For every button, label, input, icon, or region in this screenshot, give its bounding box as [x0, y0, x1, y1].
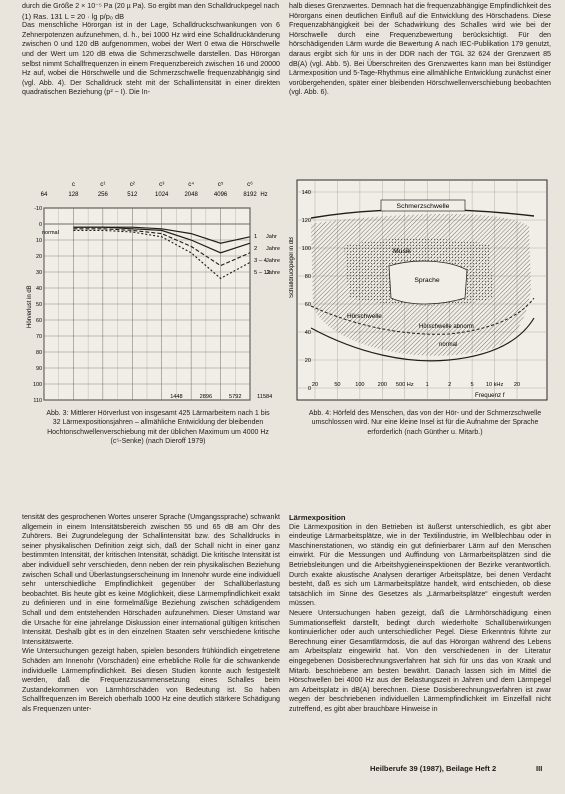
body-column-left: [22, 513, 280, 714]
frequency-label: 5792: [229, 394, 242, 400]
frequency-label: 1024: [155, 192, 169, 198]
abnormal-label: Hörschwelle abnorm: [419, 324, 474, 330]
legend-years: 1: [254, 234, 258, 240]
y-tick-label: -10: [34, 206, 42, 212]
note-label: c: [71, 181, 75, 188]
legend-years: 2: [254, 246, 258, 252]
note-label: c¹: [100, 181, 106, 188]
legend-unit: Jahre: [266, 246, 280, 252]
frequency-label: 1448: [170, 394, 183, 400]
frequency-label: Hz: [260, 192, 268, 198]
body-column-right: [289, 513, 551, 714]
y-tick-label: 80: [304, 274, 311, 280]
y-tick-label: 140: [301, 190, 311, 196]
figure-3-audiogram: [22, 178, 280, 404]
note-label: c⁵: [217, 181, 224, 188]
intro-column-left: [22, 2, 280, 98]
y-tick-label: 20: [304, 358, 311, 364]
hearing-label: Hörschwelle: [347, 313, 382, 320]
paragraph: durch die Größe 2 × 10⁻⁵ Pa (20 µ Pa). So ergibt man den Schalldruckpegel nach: [22, 2, 280, 10]
x-tick-label: 100: [355, 382, 365, 388]
note-label: c⁴: [188, 181, 195, 188]
pain-threshold-label: Schmerzschwelle: [396, 203, 450, 210]
x-tick-label: 200: [377, 382, 388, 388]
legend-unit: Jahre: [266, 270, 280, 276]
y-tick-label: 40: [304, 330, 311, 336]
y-tick-label: 50: [36, 302, 42, 308]
frequency-label: 64: [40, 192, 48, 198]
y-tick-label: 30: [36, 270, 42, 276]
y-tick-label: 40: [36, 286, 42, 292]
y-tick-label: 10: [36, 238, 42, 244]
y-tick-label: 90: [36, 366, 42, 372]
y-tick-label: 100: [33, 382, 42, 388]
y-axis-label: Schalldruckpegel in dB: [289, 236, 295, 298]
x-tick-label: 20: [311, 382, 319, 388]
paragraph: Wie Untersuchungen gezeigt haben, spielen besonders frühkindlich eingetretene Schäden am Innenohr (Vorschäden) eine erhebliche Rolle für die schwankende individuelle Lärmempfindlichkeit. Bei diesen Studien konnte auch festgestellt werden, daß die Frequenzzusammensetzung eines Schalles beim Zustandekommen von Lärmhörschäden von Bedeutung ist. So haben Schallfrequenzen im Bereich oberhalb 1000 Hz eine deutlich stärkere Schädigung als Frequenzen unter-: [22, 647, 280, 713]
legend-unit: Jahre: [266, 258, 280, 264]
y-tick-label: 60: [304, 302, 311, 308]
frequency-label: 256: [97, 192, 108, 198]
y-tick-label: 110: [33, 398, 42, 404]
hearing-field-chart: [289, 178, 551, 404]
journal-footer: Heilberufe 39 (1987), Beilage Heft 2: [370, 764, 497, 773]
y-tick-label: 20: [36, 254, 42, 260]
x-tick-label: 5: [470, 382, 474, 388]
figure-4-hearing-field: [289, 178, 551, 404]
y-tick-label: 80: [36, 350, 42, 356]
audiogram-chart: [22, 178, 280, 404]
y-axis-label: Hörverlust in dB: [27, 285, 33, 328]
y-tick-label: 70: [36, 334, 42, 340]
note-label: c²: [129, 181, 135, 188]
frequency-label: 4096: [213, 192, 228, 198]
legend-years: 3 – 4: [254, 258, 267, 264]
speech-label: Sprache: [414, 277, 440, 284]
y-tick-label: 0: [307, 386, 311, 392]
note-label: c³: [159, 181, 165, 188]
paragraph: Neuere Untersuchungen haben gezeigt, daß die Lärmhörschädigung einen Summationseffekt darstellt, bedingt durch wiederholte Schallüberwirkungen kontinuierlicher oder auch unterschiedlicher Pegel. Diese Erkenntnis führte zur Berechnung einer Gesamtlärmdosis, die auf das Hörorgan während des Lebens am Arbeitsplatz eingewirkt hat. Von den verschiedenen in der Literatur eingegebenen Dosisberechnungsverfahren hat sich für uns das von Kraak und Mitarb. beschriebene am besten bewährt. Danach lassen sich im Mittel die Hörschwellen bei 4000 Hz aus der Belastungszeit in Jahren und dem Lärmpegel am Arbeitsplatz in dB(A) berechnen. Diese Dosisberechnungsverfahren ist zwar wegen der beschriebenen individuellen Lärmempfindlichkeit im Einzelfall nicht zutreffend, es gibt aber brauchbare Hinweise in: [289, 608, 551, 713]
paragraph: halb dieses Grenzwertes. Demnach hat die frequenzabhängige Empfindlichkeit des Hörorgans einen deutlichen Einfluß auf die Entwicklung des Hörschadens. Diese Frequenzabhängigkeit bei der Schadwirkung des Schalles wird wie bei der Hörschwelle durch eine Frequenzbewertung berücksichtigt. Für den hörschädigenden Lärm wurde die Bewertung A nach IEC-Publikation 179 genutzt, daraus ergibt sich für uns in der DDR nach der TGL 32 624 der Grenzwert 85 dB(A) (vgl. Abb. 5). Bei Überschreiten des Grenzwertes kann man bei 8stündiger Lärmexposition und 5-Tage-Rhythmus eine allmähliche Entwicklung zunächst einer vorübergehenden, später einer bleibenden Hörschwellenverschiebung beobachten (vgl. Abb. 6).: [289, 2, 551, 97]
zero-line-label: normal: [42, 230, 59, 236]
frequency-label: 2896: [199, 394, 213, 400]
page-number: III: [536, 764, 543, 773]
x-tick-label: 1: [425, 382, 429, 388]
figure-4-caption: Abb. 4: Hörfeld des Menschen, das von der Hör- und der Schmerzschwelle umschlossen wird. Nur eine kleine Insel ist für die Aufnahme der Sprache erforderlich (nach Günther u. Mitarb.): [308, 410, 542, 436]
frequency-label: 8192: [243, 192, 257, 198]
legend-years: 5 – 12: [254, 270, 271, 276]
y-tick-label: 60: [36, 318, 42, 324]
y-tick-label: 0: [39, 222, 42, 228]
x-tick-label: 50: [334, 382, 341, 388]
paragraph: tensität des gesprochenen Wortes unserer Sprache (Umgangssprache) schwankt allgemein in einem Intensitätsbereich zwischen 55 und 65 dB am Ohr des Zuhörers. Bei Zugrundelegung der Schallintensität bzw. des Schalldrucks in seiner physikalischen Definition zeigt sich, daß der Schall nicht in einer ganz bestimmten Intensität, der kritischen Intensität, schädigt. Die kritische Intensität ist aber individuell sehr verschieden, denn neben der rein physikalischen Beziehung zwischen Schall und Überlastungserscheinung im Innenohr wurde eine individuell sehr unterschiedliche Empfindlichkeit gegenüber der Schallüberlastung beobachtet. Bis heute gibt es keine Möglichkeit, diese Lärmempfindlichkeit exakt zu definieren und in eine formelmäßige Beziehung zwischen schädigendem Schall und dem entstehenden Hörschaden aufzunehmen. Dieser Umstand war die Ursache für eine jahrelange Diskussion einer international gültigen kritischen Intensität. Deshalb gibt es in den einzelnen Staaten sehr verschiedene kritische Intensitätswerte.: [22, 513, 280, 646]
frequency-label: 11584: [257, 394, 273, 400]
music-label: Musik: [393, 248, 411, 255]
x-tick-label: 500 Hz: [395, 382, 414, 388]
section-heading: Lärmexposition: [289, 513, 346, 522]
frequency-label: 2048: [184, 192, 198, 198]
x-tick-label: 10 kHz: [485, 382, 504, 388]
note-label: c⁶: [247, 181, 253, 188]
normal-label: normal: [439, 342, 458, 348]
x-tick-label: 2: [448, 382, 452, 388]
intro-column-right: [289, 2, 551, 98]
y-tick-label: 120: [301, 218, 311, 224]
frequency-label: 128: [68, 192, 79, 198]
x-axis-label: Frequenz f: [475, 392, 505, 399]
y-tick-label: 100: [301, 246, 311, 252]
legend-unit: Jahr: [266, 234, 277, 240]
paragraph: Die Lärmexposition in den Betrieben ist äußerst unterschiedlich, es gibt aber eindeutige Lärmarbeitsplätze, wie in der Textilindustrie, im Wellblechbau oder in Maschinenstationen, wo ständig ein gut definierbarer Lärm auf den Menschen einwirkt. Für die Messungen und Auffindung von Lärmarbeitsplätzen sind die Betriebsleitungen und die Arbeitshygieneinspektionen der Bezirke verantwortlich. Durch exakte akustische Analysen derartiger Arbeitsplätze, bei denen Verdacht besteht, daß es sich um Lärmarbeitsplätze handelt, wird entschieden, ob diese tatsächlich im Sinne des Gesetzes als „Lärmarbeitsplätze“ eingestuft werden müssen.: [289, 522, 551, 608]
x-tick-label: 20: [513, 382, 521, 388]
frequency-label: 512: [127, 192, 138, 198]
formula: (1) Ras. 131 L = 20 · lg p/p₀ dB: [22, 11, 125, 21]
figure-3-caption: Abb. 3: Mittlerer Hörverlust von insgesamt 425 Lärmarbeitern nach 1 bis 32 Lärmexpositionsjahren – allmähliche Entwicklung der bleibenden Hochtonschwellenverschiebung mit der üblichen Maximum um 4000 Hz (c⁵-Senke) (nach Dieroff 1979): [46, 410, 270, 446]
paragraph: Das menschliche Hörorgan ist in der Lage, Schalldruckschwankungen von 6 Zehnerpotenzen aufzunehmen, d. h., bei 1000 Hz wird eine Schalldruckänderung zwischen 0 und 120 dB aufgenommen, wobei der Wert 0 etwa die Hörschwelle und der Wert um 120 dB etwa die Schmerzschwelle darstellen. Das Hörorgan selbst nimmt Schallfrequenzen in einem Frequenzbereich zwischen 16 und 20000 Hz auf, wobei die Hörschwelle und die Schmerzschwelle frequenzabhängig sind (vgl. Abb. 4). Der Schalldruck steht mit der Schallintensität in einer direkten quadratischen Beziehung (p² ~ I). Die In-: [22, 21, 280, 97]
